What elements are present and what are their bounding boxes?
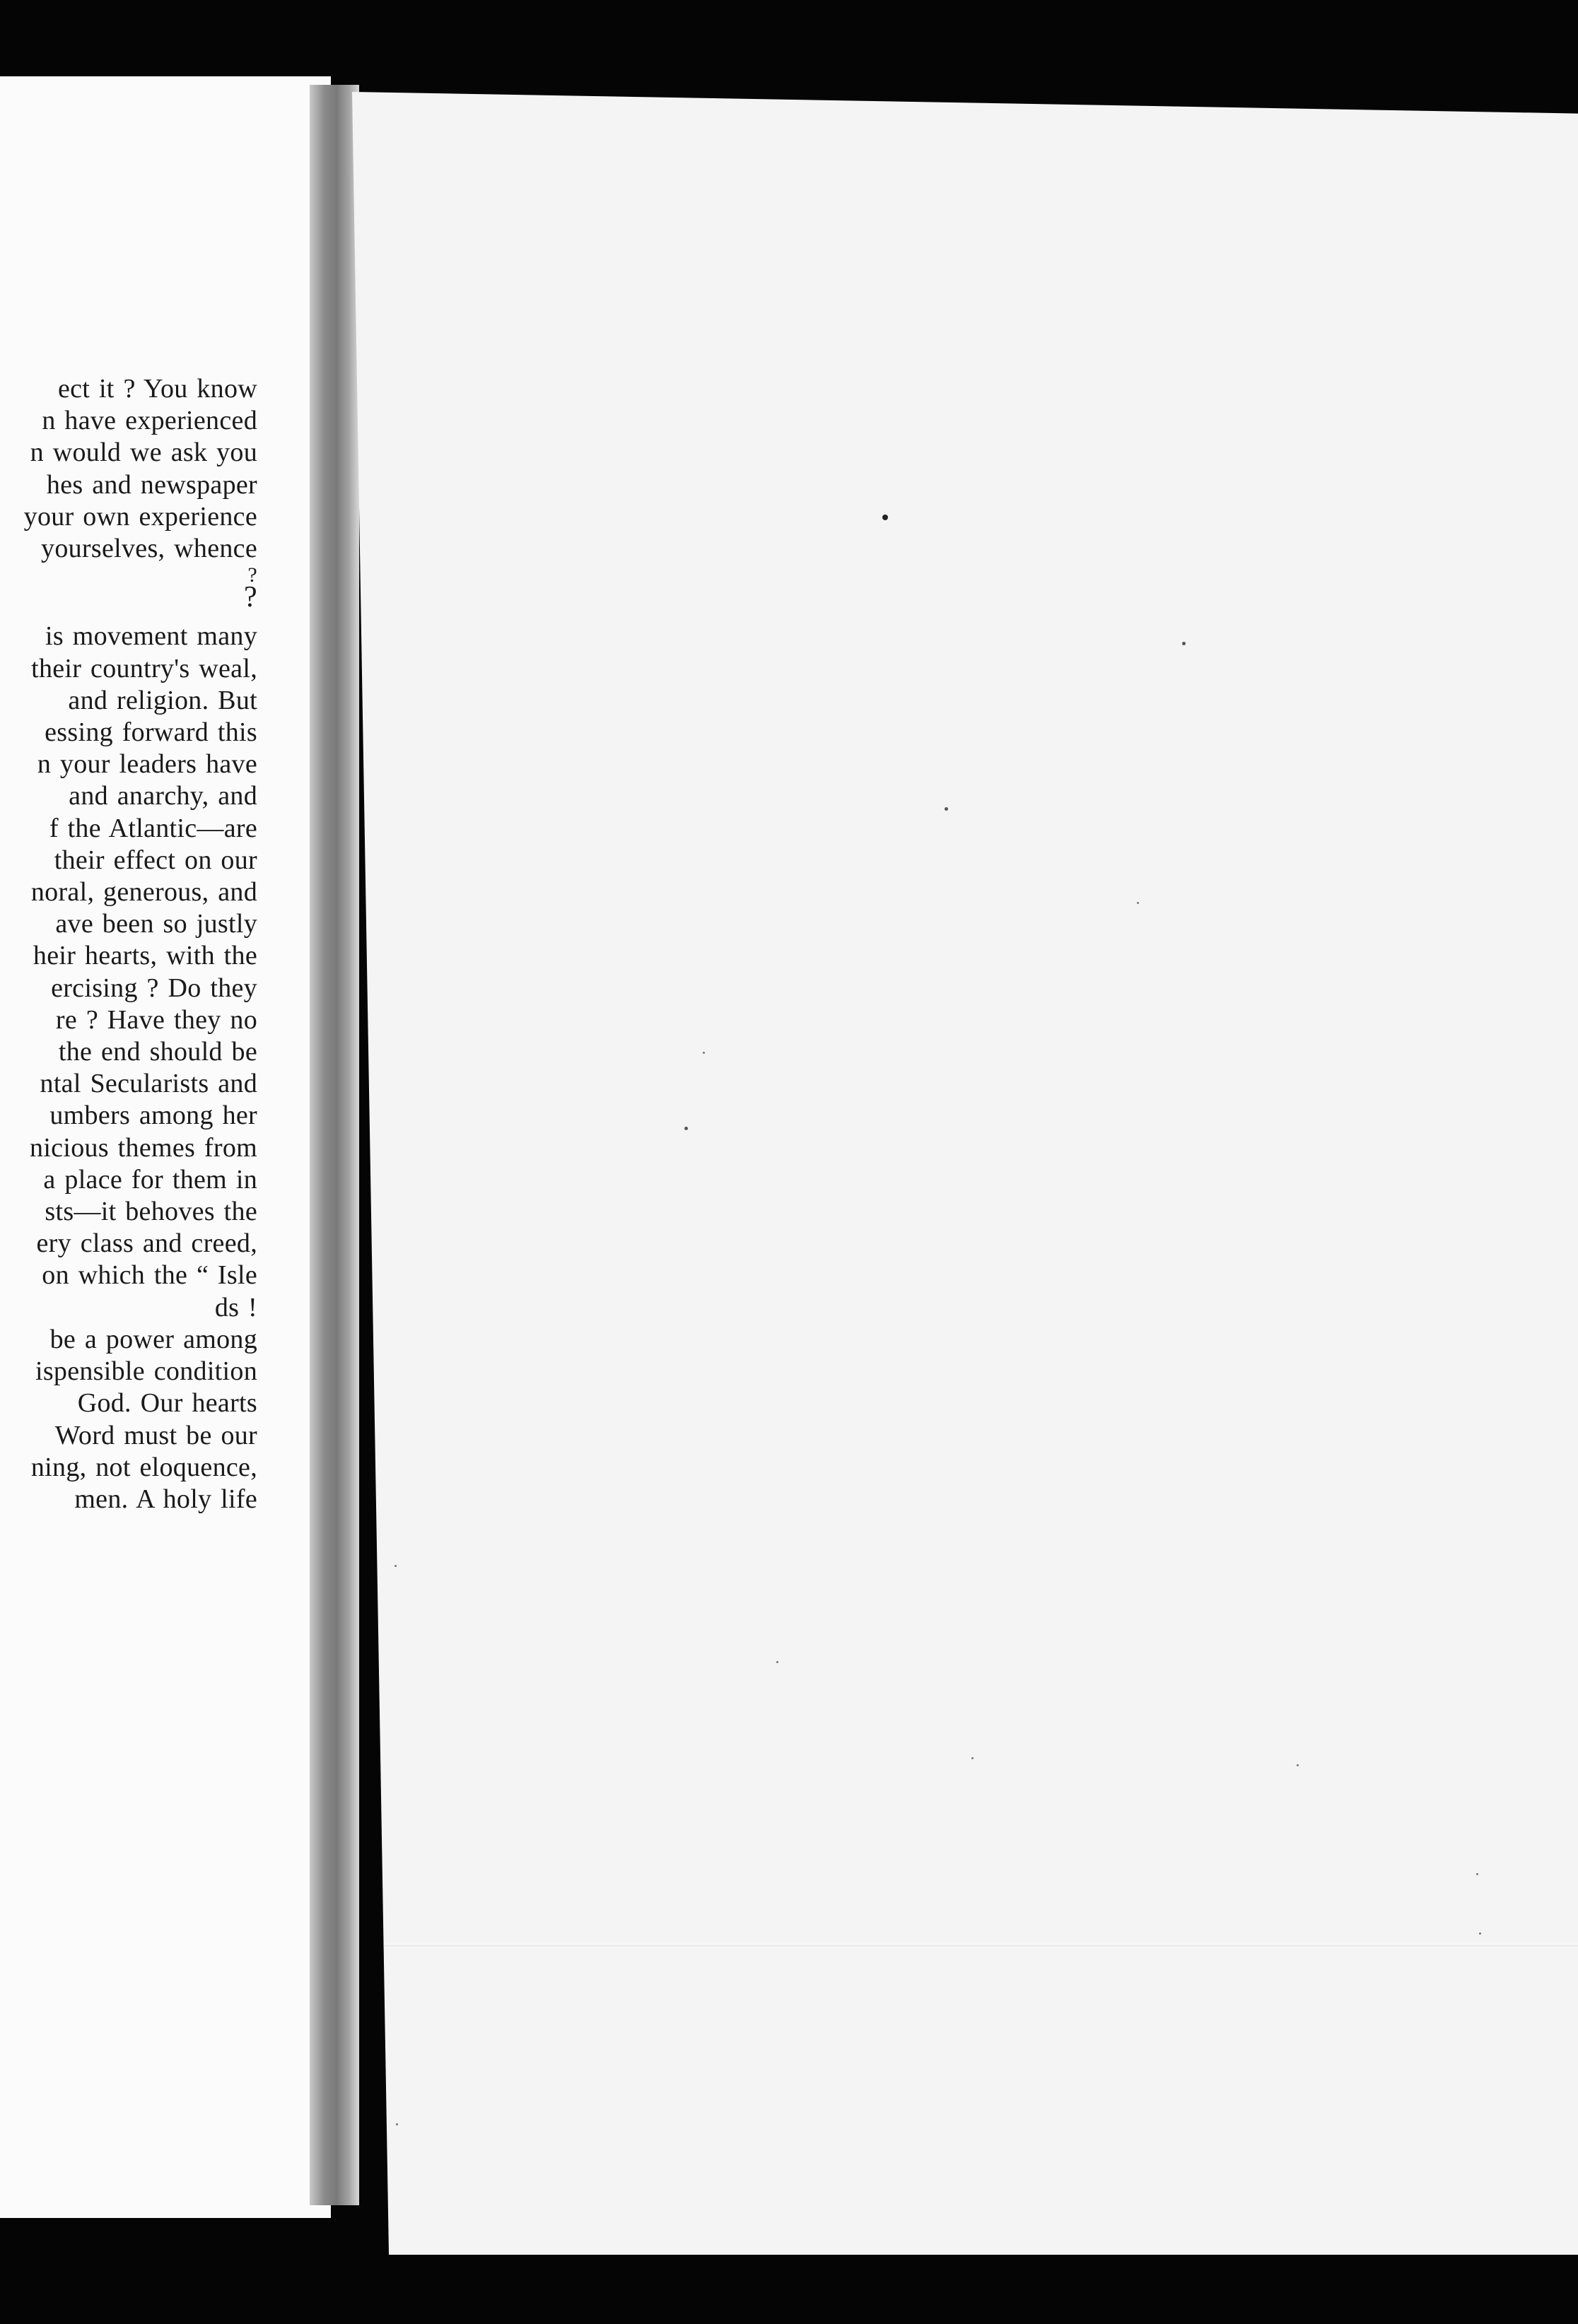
- text-line: ery class and creed,: [36, 1228, 257, 1259]
- paper-speck: [1479, 1932, 1481, 1935]
- text-line: heir hearts, with the: [33, 941, 257, 971]
- text-line: umbers among her: [49, 1101, 257, 1131]
- text-line: hes and newspaper: [46, 469, 257, 500]
- paper-speck: [945, 807, 948, 811]
- left-page: [0, 76, 331, 2218]
- paper-speck: [1182, 642, 1186, 645]
- text-line: and religion. But: [68, 685, 257, 715]
- text-line: ds !: [214, 1292, 257, 1322]
- text-line: ?: [247, 563, 257, 587]
- text-line: ercising ? Do they: [51, 973, 257, 1003]
- text-line: essing forward this: [45, 717, 257, 748]
- text-line: a place for them in: [43, 1164, 257, 1195]
- left-page-text: [0, 373, 257, 1515]
- paper-speck: [1476, 1873, 1478, 1875]
- text-line: sts—it behoves the: [45, 1197, 257, 1227]
- text-line: n your leaders have: [37, 749, 257, 780]
- text-line: Word must be our: [54, 1420, 257, 1450]
- text-line: ect it ? You know: [57, 374, 257, 404]
- text-line: noral, generous, and: [30, 877, 257, 908]
- right-page-blank: [352, 92, 1578, 2255]
- paper-speck: [882, 515, 888, 520]
- text-line: men. A holy life: [74, 1484, 257, 1514]
- book-gutter: [310, 85, 359, 2205]
- paper-speck: [684, 1127, 688, 1130]
- text-line: nicious themes from: [30, 1132, 257, 1163]
- text-line: ave been so justly: [55, 909, 257, 939]
- text-line: and anarchy, and: [69, 781, 257, 811]
- text-line: n have experienced: [42, 406, 257, 436]
- paper-speck: [396, 2123, 398, 2125]
- text-line: f the Atlantic—are: [49, 813, 257, 843]
- paper-speck: [703, 1052, 705, 1054]
- text-line: on which the “ Isle: [42, 1260, 257, 1291]
- text-line: their effect on our: [54, 845, 257, 875]
- text-line: ntal Secularists and: [40, 1069, 257, 1099]
- text-line: ispensible condition: [35, 1356, 257, 1387]
- paper-speck: [776, 1661, 778, 1663]
- text-line: ning, not eloquence,: [30, 1452, 257, 1482]
- paper-speck: [1297, 1764, 1299, 1766]
- text-line: their country's weal,: [31, 653, 257, 683]
- text-line: n would we ask you: [30, 438, 257, 468]
- text-line: re ? Have they no: [55, 1004, 257, 1035]
- text-line: your own experience: [23, 501, 257, 532]
- paper-speck: [394, 1565, 397, 1567]
- text-line: is movement many: [45, 621, 257, 652]
- text-line: be a power among: [49, 1324, 257, 1354]
- paper-speck: [1137, 902, 1139, 904]
- text-line: God. Our hearts: [77, 1388, 257, 1419]
- text-line: yourselves, whence: [41, 534, 257, 564]
- section-heading: ?: [244, 581, 257, 614]
- text-line: the end should be: [58, 1037, 257, 1067]
- paper-speck: [971, 1757, 974, 1759]
